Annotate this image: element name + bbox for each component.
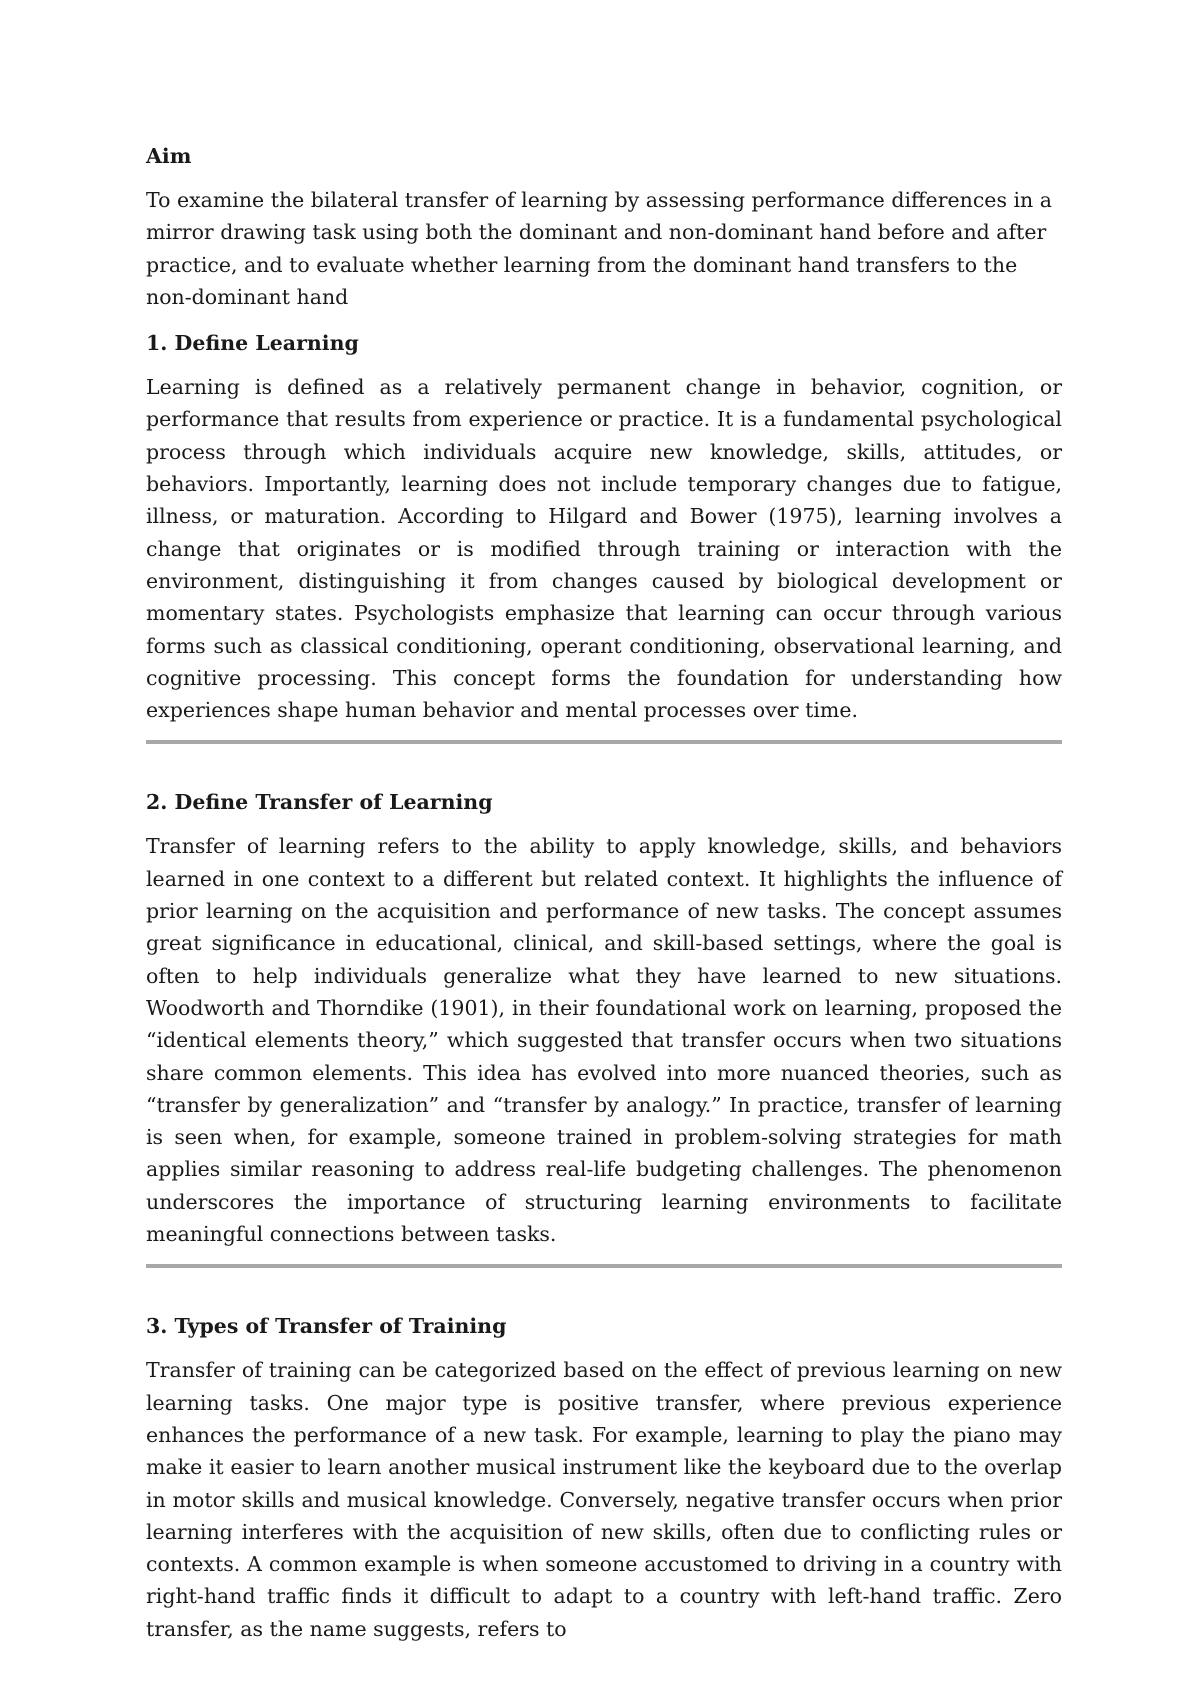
section-paragraph-transfer-of-learning: Transfer of learning refers to the ability to apply knowledge, skills, and behaviors learned in one context to a different but related context. It highlights the influence of prior learning on the acquisition and performance of new tasks. The concept assumes great significance in educational, clinical, and skill-based settings, where the goal is often to help individuals generalize what they have learned to new situations. Woodworth and Thorndike (1901), in their foundational work on learning, proposed the “identical elements theory,” which suggested that transfer occurs when two situations share common elements. This idea has evolved into more nuanced theories, such as “transfer by generalization” and “transfer by analogy.” In practice, transfer of learning is seen when, for example, someone trained in problem-solving strategies for math applies similar reasoning to address real-life budgeting challenges. The phenomenon underscores the importance of structuring learning environments to facilitate meaningful connections between tasks.: [146, 834, 1062, 1247]
section-heading-define-learning: 1. Define Learning: [146, 331, 359, 356]
section-paragraph-define-learning: Learning is defined as a relatively permanent change in behavior, cognition, or performance that results from experience or practice. It is a fundamental psychological process through which individuals acquire new knowledge, skills, attitudes, or behaviors. Importantly, learning does not include temporary changes due to fatigue, illness, or maturation. According to Hilgard and Bower (1975), learning involves a change that originates or is modified through training or interaction with the environment, distinguishing it from changes caused by biological development or momentary states. Psychologists emphasize that learning can occur through various forms such as classical conditioning, operant conditioning, observational learning, and cognitive processing. This concept forms the foundation for understanding how experiences shape human behavior and mental processes over time.: [146, 375, 1062, 723]
document-body: [146, 140, 1062, 1645]
aim-paragraph: To examine the bilateral transfer of learning by assessing performance differences in a mirror drawing task using both the dominant and non-dominant hand before and after practice, and to evaluate whether learning from the dominant hand transfers to the non-dominant hand: [146, 188, 1052, 309]
section-divider: [146, 740, 1062, 744]
section-divider: [146, 1264, 1062, 1268]
section-heading-transfer-of-learning: 2. Define Transfer of Learning: [146, 790, 493, 815]
section-paragraph-types-of-transfer: Transfer of training can be categorized based on the effect of previous learning on new learning tasks. One major type is positive transfer, where previous experience enhances the performance of a new task. For example, learning to play the piano may make it easier to learn another musical instrument like the keyboard due to the overlap in motor skills and musical knowledge. Conversely, negative transfer occurs when prior learning interferes with the acquisition of new skills, often due to conflicting rules or contexts. A common example is when someone accustomed to driving in a country with right-hand traffic finds it difficult to adapt to a country with left-hand traffic. Zero transfer, as the name suggests, refers to: [146, 1358, 1062, 1641]
section-heading-types-of-transfer: 3. Types of Transfer of Training: [146, 1314, 507, 1339]
aim-heading: Aim: [146, 144, 192, 168]
